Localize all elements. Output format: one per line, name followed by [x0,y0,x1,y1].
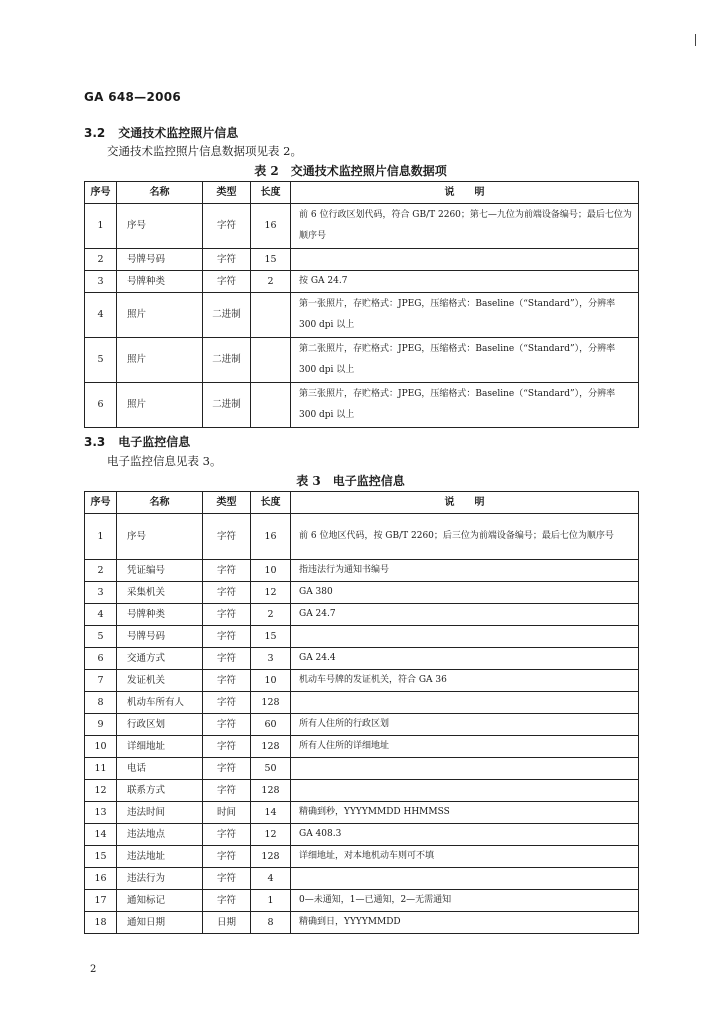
column-header: 类型 [203,492,251,514]
field-description: GA 24.4 [291,648,639,670]
column-header: 说 明 [291,492,639,514]
table-3-caption: 表 3 电子监控信息 [296,474,405,488]
field-type: 字符 [203,780,251,802]
table-row [85,249,639,271]
field-name: 照片 [117,293,203,338]
row-number: 1 [85,514,117,560]
field-description: 0—未通知，1—已通知，2—无需通知 [291,890,639,912]
section-3-3-intro: 电子监控信息见表 3。 [107,454,222,468]
row-number: 2 [85,560,117,582]
column-header: 长度 [251,182,291,204]
field-name: 凭证编号 [117,560,203,582]
field-name: 照片 [117,338,203,383]
table-row [85,714,639,736]
section-3-3-heading [84,433,190,450]
table-row [85,338,639,383]
table-header-row [85,182,639,204]
field-type: 字符 [203,890,251,912]
field-type: 二进制 [203,338,251,383]
field-length [251,293,291,338]
field-description [291,249,639,271]
field-name: 号牌种类 [117,271,203,293]
field-description: 精确到秒，YYYYMMDD HHMMSS [291,802,639,824]
column-header: 序号 [85,492,117,514]
field-length: 128 [251,846,291,868]
field-length: 8 [251,912,291,934]
table-row [85,780,639,802]
field-length: 12 [251,582,291,604]
field-description: GA 380 [291,582,639,604]
column-header: 名称 [117,492,203,514]
table-2-caption: 表 2 交通技术监控照片信息数据项 [254,164,447,178]
field-length: 1 [251,890,291,912]
field-description: 机动车号牌的发证机关，符合 GA 36 [291,670,639,692]
field-name: 通知标记 [117,890,203,912]
field-length [251,383,291,428]
table-row [85,204,639,249]
table-row [85,868,639,890]
field-length: 50 [251,758,291,780]
column-header: 序号 [85,182,117,204]
section-3-2-intro: 交通技术监控照片信息数据项见表 2。 [107,144,302,158]
field-type: 字符 [203,604,251,626]
field-description: 详细地址，对本地机动车则可不填 [291,846,639,868]
field-name: 通知日期 [117,912,203,934]
row-number: 18 [85,912,117,934]
row-number: 12 [85,780,117,802]
table-row [85,560,639,582]
page-number: 2 [90,964,97,975]
row-number: 4 [85,604,117,626]
field-type: 时间 [203,802,251,824]
section-number: 3.2 [84,126,106,140]
field-description [291,692,639,714]
field-length: 4 [251,868,291,890]
section-title: 电子监控信息 [118,435,191,449]
section-title: 交通技术监控照片信息 [118,126,239,140]
row-number: 16 [85,868,117,890]
field-description: 指违法行为通知书编号 [291,560,639,582]
field-length: 16 [251,204,291,249]
table-row [85,514,639,560]
field-name: 号牌号码 [117,249,203,271]
table-row [85,824,639,846]
field-length: 128 [251,780,291,802]
table-row [85,736,639,758]
column-header: 说 明 [291,182,639,204]
section-number: 3.3 [84,435,106,449]
row-number: 15 [85,846,117,868]
field-name: 号牌种类 [117,604,203,626]
field-type: 字符 [203,560,251,582]
field-type: 二进制 [203,293,251,338]
table-row [85,383,639,428]
field-length: 12 [251,824,291,846]
field-type: 字符 [203,670,251,692]
field-name: 发证机关 [117,670,203,692]
field-type: 字符 [203,692,251,714]
field-length: 14 [251,802,291,824]
field-name: 详细地址 [117,736,203,758]
field-length: 128 [251,736,291,758]
field-length: 128 [251,692,291,714]
field-description [291,758,639,780]
field-name: 联系方式 [117,780,203,802]
field-type: 字符 [203,736,251,758]
row-number: 6 [85,383,117,428]
field-description: 第一张照片，存贮格式：JPEG，压缩格式：Baseline（“Standard”），分辨率 300 dpi 以上 [291,293,639,338]
row-number: 17 [85,890,117,912]
field-name: 序号 [117,204,203,249]
column-header: 长度 [251,492,291,514]
field-type: 日期 [203,912,251,934]
field-type: 字符 [203,249,251,271]
field-description: 所有人住所的详细地址 [291,736,639,758]
field-type: 字符 [203,582,251,604]
field-description: GA 408.3 [291,824,639,846]
column-header: 类型 [203,182,251,204]
column-header: 名称 [117,182,203,204]
field-length: 2 [251,604,291,626]
row-number: 2 [85,249,117,271]
field-length: 2 [251,271,291,293]
row-number: 10 [85,736,117,758]
row-number: 9 [85,714,117,736]
field-type: 字符 [203,648,251,670]
field-description: GA 24.7 [291,604,639,626]
field-description: 第三张照片，存贮格式：JPEG，压缩格式：Baseline（“Standard”），分辨率 300 dpi 以上 [291,383,639,428]
field-type: 字符 [203,824,251,846]
field-type: 字符 [203,204,251,249]
row-number: 11 [85,758,117,780]
field-length [251,338,291,383]
row-number: 13 [85,802,117,824]
table-row [85,582,639,604]
field-type: 字符 [203,868,251,890]
row-number: 3 [85,582,117,604]
table-row [85,648,639,670]
row-number: 4 [85,293,117,338]
field-length: 15 [251,249,291,271]
field-name: 行政区划 [117,714,203,736]
field-type: 字符 [203,271,251,293]
field-description: 第二张照片，存贮格式：JPEG，压缩格式：Baseline（“Standard”），分辨率 300 dpi 以上 [291,338,639,383]
field-type: 字符 [203,514,251,560]
table-row [85,604,639,626]
field-type: 字符 [203,758,251,780]
field-name: 序号 [117,514,203,560]
field-description: 精确到日，YYYYMMDD [291,912,639,934]
field-description: 所有人住所的行政区划 [291,714,639,736]
field-length: 15 [251,626,291,648]
table-row [85,626,639,648]
field-description [291,780,639,802]
field-name: 机动车所有人 [117,692,203,714]
table-row [85,293,639,338]
field-description: 前 6 位地区代码，按 GB/T 2260；后三位为前端设备编号；最后七位为顺序号 [291,514,639,560]
row-number: 14 [85,824,117,846]
field-length: 60 [251,714,291,736]
table-row [85,890,639,912]
table-row [85,912,639,934]
table-row [85,271,639,293]
row-number: 5 [85,338,117,383]
table-3 [84,491,639,934]
field-description [291,868,639,890]
table-row [85,758,639,780]
scan-mark [695,34,696,46]
field-name: 违法时间 [117,802,203,824]
table-header-row [85,492,639,514]
row-number: 3 [85,271,117,293]
field-description [291,626,639,648]
field-length: 10 [251,560,291,582]
field-type: 二进制 [203,383,251,428]
standard-number: GA 648—2006 [84,90,182,104]
row-number: 7 [85,670,117,692]
section-3-2-heading [84,124,238,141]
table-2 [84,181,639,428]
table-row [85,692,639,714]
field-name: 违法行为 [117,868,203,890]
field-description: 按 GA 24.7 [291,271,639,293]
field-length: 16 [251,514,291,560]
field-name: 违法地址 [117,846,203,868]
field-type: 字符 [203,626,251,648]
field-description: 前 6 位行政区划代码，符合 GB/T 2260；第七—九位为前端设备编号；最后七位为顺序号 [291,204,639,249]
field-name: 照片 [117,383,203,428]
field-name: 交通方式 [117,648,203,670]
row-number: 6 [85,648,117,670]
field-length: 3 [251,648,291,670]
field-type: 字符 [203,846,251,868]
row-number: 1 [85,204,117,249]
row-number: 5 [85,626,117,648]
field-name: 号牌号码 [117,626,203,648]
field-length: 10 [251,670,291,692]
table-row [85,670,639,692]
table-row [85,802,639,824]
field-type: 字符 [203,714,251,736]
field-name: 电话 [117,758,203,780]
row-number: 8 [85,692,117,714]
table-row [85,846,639,868]
field-name: 采集机关 [117,582,203,604]
field-name: 违法地点 [117,824,203,846]
